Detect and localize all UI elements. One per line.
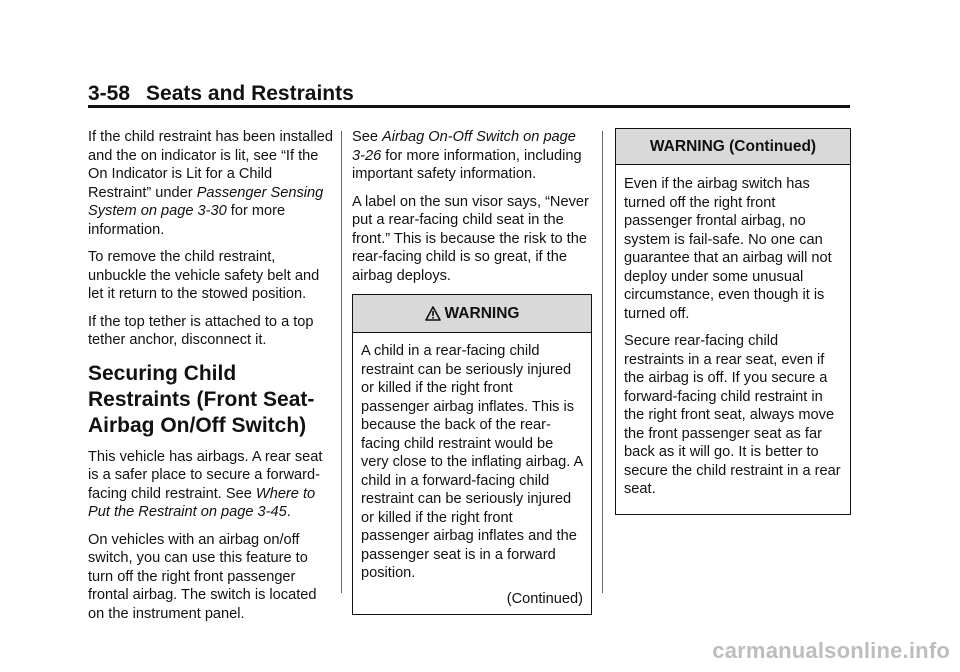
warning-text: Even if the airbag switch has turned off the right front passenger frontal airbag, no system is fail-safe. No one can guarantee that an airbag will not deploy under some unusual circumstance, even though it is turned off. — [624, 176, 832, 322]
column-divider-1 — [341, 131, 342, 593]
column-2 — [352, 128, 592, 615]
paragraph — [88, 448, 333, 522]
warning-body — [353, 333, 591, 614]
warning-text: A child in a rear-facing child restraint can be seriously injured or killed if the right front passenger airbag inflates. This is because the back of the rear-facing child restraint would be very close to the inflating airbag. A child in a forward-facing child restraint can be seriously injured or killed if the right front passenger airbag inflates and the passenger seat is in a forward position. — [361, 343, 583, 581]
warning-header: WARNING (Continued) — [616, 129, 850, 165]
page-number: 3-58 — [88, 82, 131, 105]
text: . — [286, 504, 291, 520]
warning-box — [352, 294, 592, 615]
warning-body — [616, 165, 850, 514]
column-3 — [615, 128, 851, 515]
text: for more information. — [88, 203, 286, 238]
paragraph — [88, 128, 333, 239]
warning-box-continued — [615, 128, 851, 515]
header-rule — [88, 105, 850, 108]
text: for more information, including important safety information. — [352, 147, 582, 182]
paragraph: On vehicles with an airbag on/off switch, you can use this feature to turn off the right front passenger frontal airbag. The switch is located on the instrument panel. — [88, 531, 317, 622]
watermark: carmanualsonline.info — [712, 638, 950, 663]
section-heading: Securing Child Restraints (Front Seat-Airbag On/Off Switch) — [88, 361, 315, 437]
paragraph: If the top tether is attached to a top tether anchor, disconnect it. — [88, 313, 314, 348]
cross-reference-link[interactable]: Where to Put the Restraint on page 3-45 — [88, 485, 316, 520]
paragraph: A label on the sun visor says, “Never put a rear-facing child seat in the front.” This is because the risk to the rear-facing child is so great, if the airbag deploys. — [352, 193, 589, 284]
section-title: Seats and Restraints — [146, 82, 354, 105]
warning-header — [353, 295, 591, 333]
cross-reference-link[interactable]: Passenger Sensing System on page 3-30 — [88, 184, 324, 219]
paragraph: To remove the child restraint, unbuckle the vehicle safety belt and let it return to the stowed position. — [88, 249, 320, 302]
page-header — [88, 80, 850, 108]
warning-triangle-icon — [425, 298, 441, 335]
text: This vehicle has airbags. A rear seat is a safer place to secure a forward-facing child restraint. See — [88, 448, 323, 502]
text: See — [352, 129, 383, 145]
warning-text: Secure rear-facing child restraints in a rear seat, even if the airbag is off. If you secure a forward-facing child restraint in the right front seat, always move the front passenger seat as far back as it will go. It is better to secure the child restraint in a rear seat. — [624, 333, 841, 497]
column-divider-2 — [602, 131, 603, 593]
cross-reference-link[interactable]: Airbag On-Off Switch on page 3-26 — [352, 129, 576, 164]
text: If the child restraint has been installed and the on indicator is lit, see “If the On Indicator is Lit for a Child Restraint” under — [88, 129, 333, 201]
warning-title: WARNING — [444, 305, 520, 322]
paragraph — [352, 128, 592, 184]
continued-label: (Continued) — [506, 590, 583, 607]
column-1 — [88, 128, 333, 632]
